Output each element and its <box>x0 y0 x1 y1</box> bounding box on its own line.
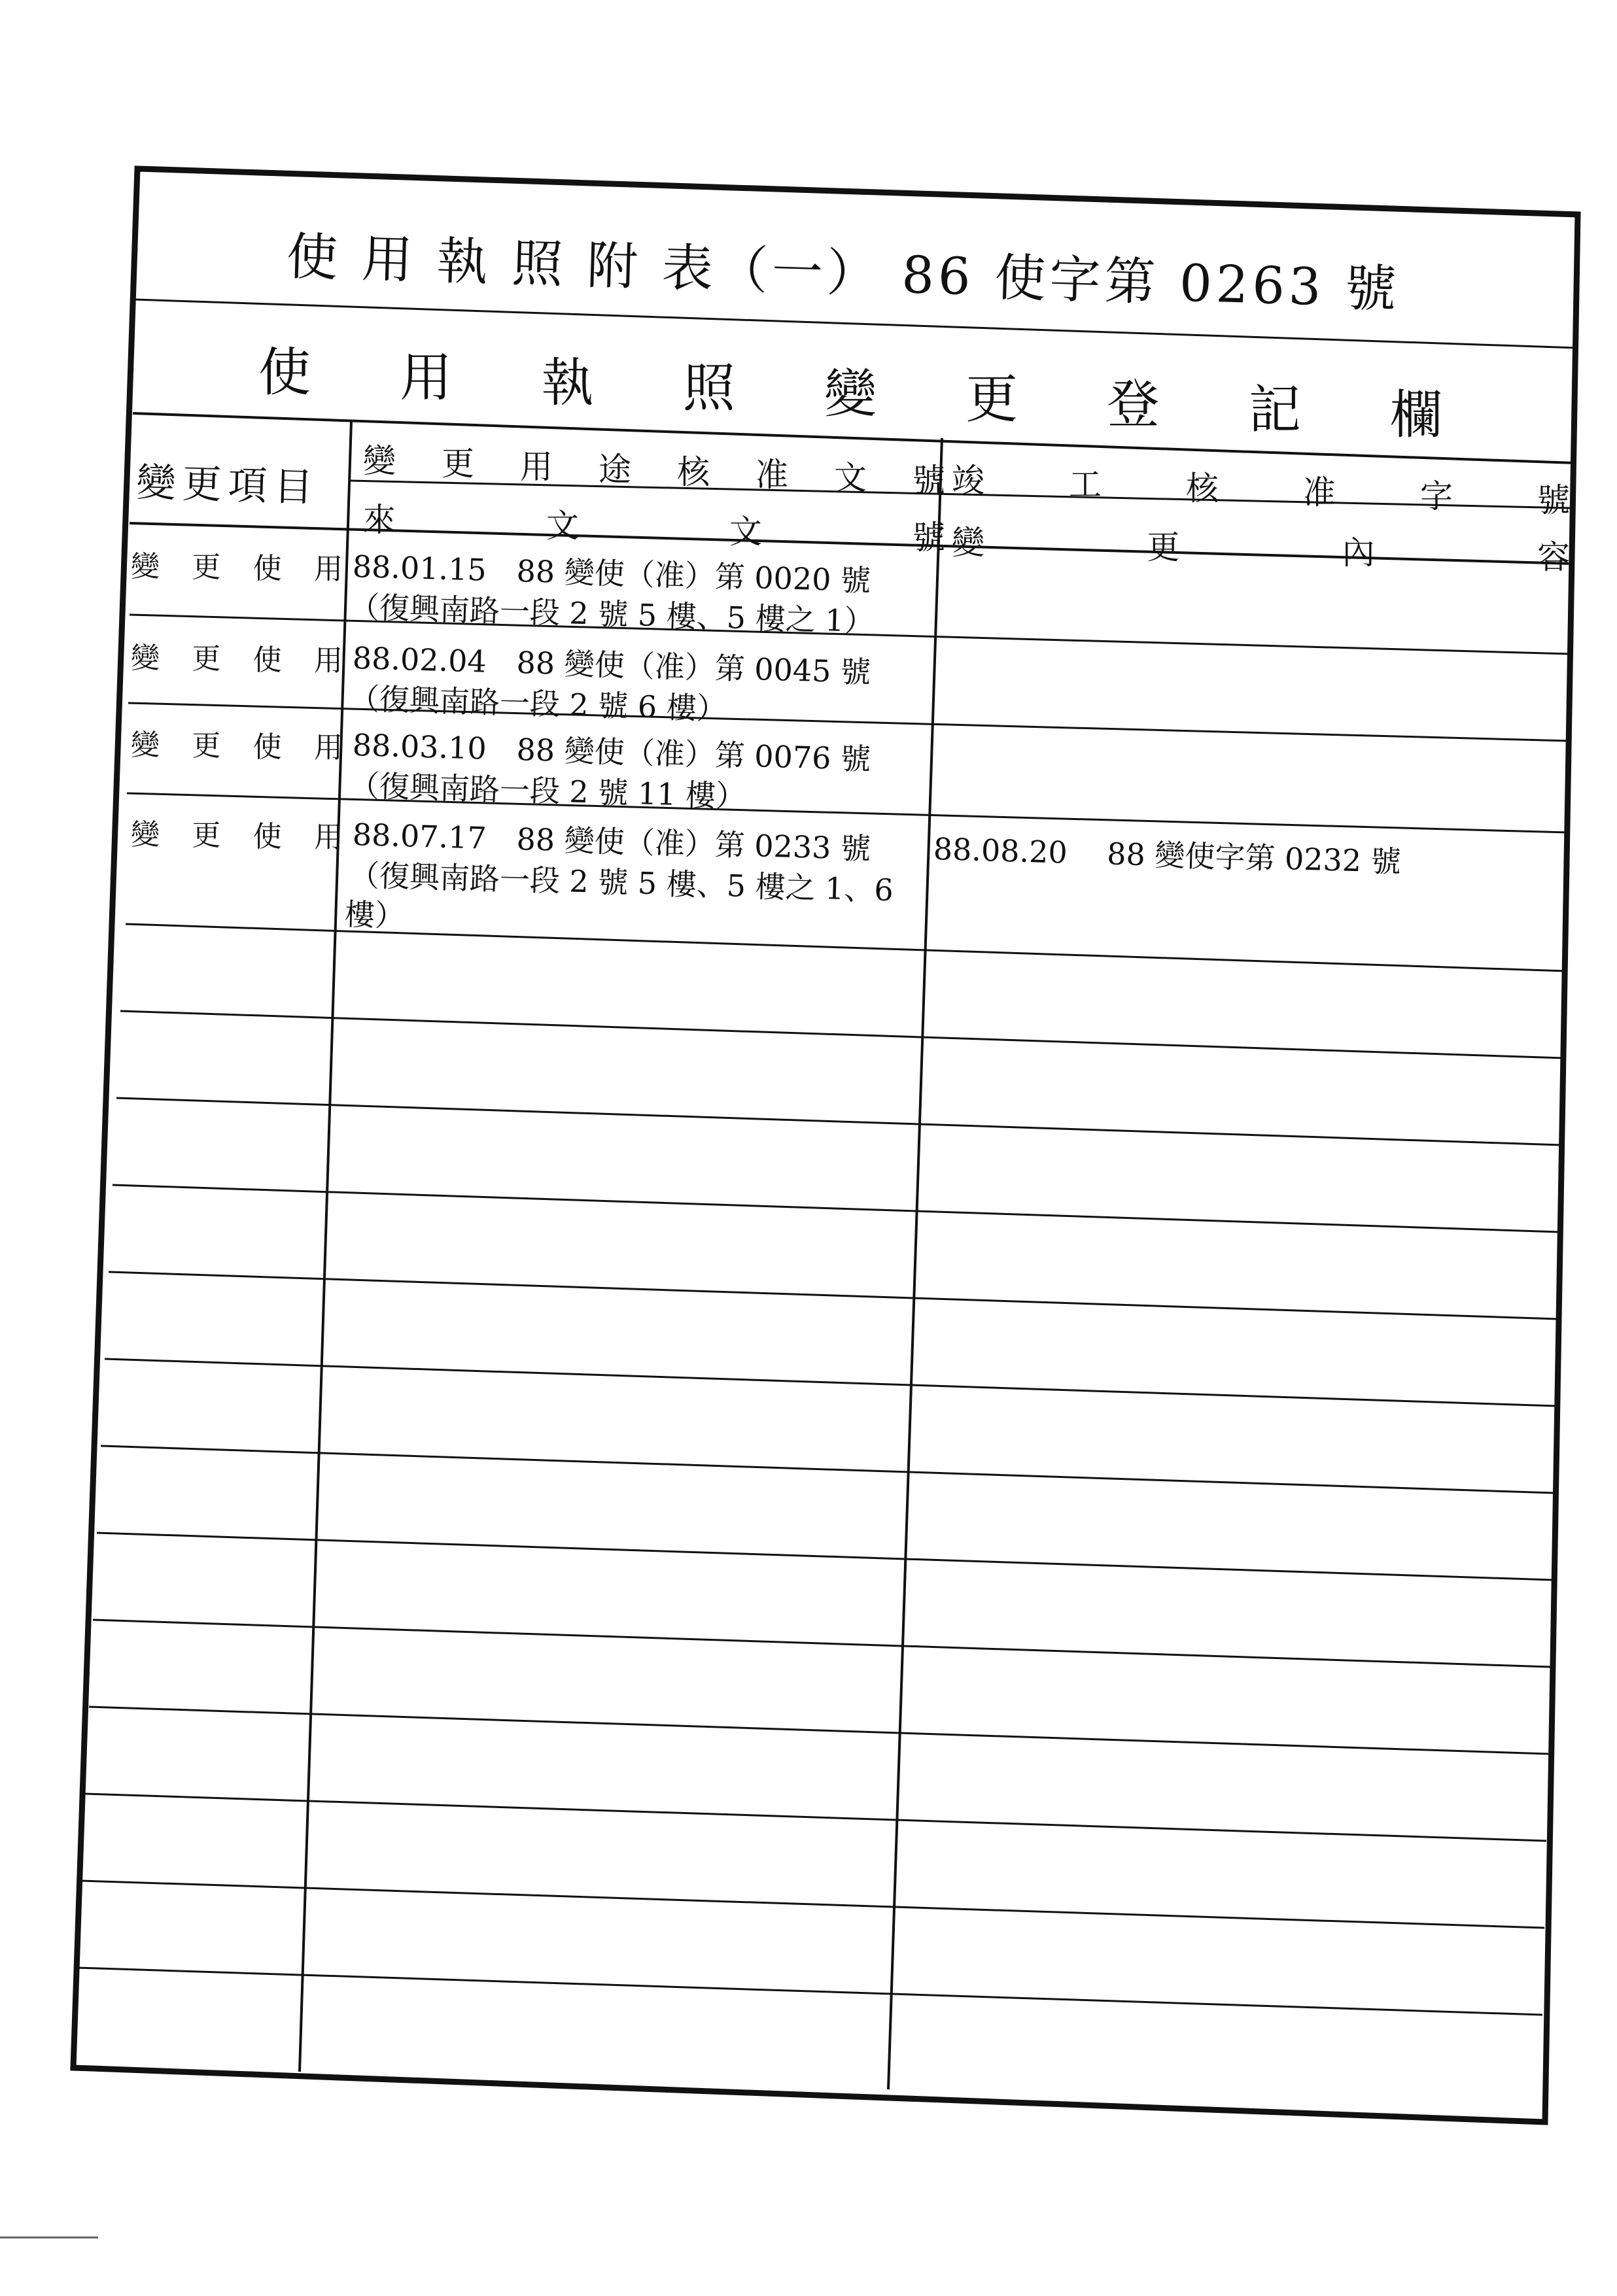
banner-char: 記 <box>1248 379 1301 440</box>
header-doc-char: 文 <box>546 507 579 545</box>
banner-char: 照 <box>682 358 735 419</box>
header-approval-char: 准 <box>756 456 788 494</box>
row-line <box>116 1098 1562 1145</box>
row-address-line: （復興南路一段 2 號 11 樓） <box>349 767 746 814</box>
header-approval-char: 途 <box>599 450 631 488</box>
row-item-char: 用 <box>314 731 343 764</box>
banner-char: 變 <box>824 363 877 424</box>
row-line <box>77 1968 1542 2015</box>
row-item-char: 使 <box>252 551 282 585</box>
row-item-char: 使 <box>252 730 282 764</box>
header-item-label: 變更項目 <box>135 459 321 511</box>
row-item-char: 更 <box>192 551 221 585</box>
header-approval-char: 變 <box>363 442 396 480</box>
header-content-char: 容 <box>1537 538 1570 576</box>
banner-char: 執 <box>541 352 594 414</box>
row-approval-line: 88.02.04 88 變使（准）第 0045 號 <box>352 640 871 691</box>
page-title: 使 用 執 照 附 表（一） 86 使字第 0263 號 <box>285 227 1401 320</box>
header-approval-char: 用 <box>520 447 553 486</box>
row-approval-line: 88.01.15 88 變使（准）第 0020 號 <box>352 548 871 599</box>
row-approval-line: 88.03.10 88 變使（准）第 0076 號 <box>352 727 871 778</box>
header-approval-char: 文 <box>834 458 867 497</box>
banner-char: 登 <box>1107 373 1160 435</box>
header-doc-char: 號 <box>913 519 945 557</box>
row-item-char: 變 <box>131 550 160 583</box>
header-content-char: 變 <box>952 524 984 562</box>
header-completion-char: 字 <box>1420 477 1453 515</box>
row-item-char: 使 <box>252 819 282 853</box>
header-completion-char: 號 <box>1537 481 1570 519</box>
row-item-char: 變 <box>131 642 160 675</box>
row-address-cont: 樓） <box>344 896 406 934</box>
header-content-char: 更 <box>1147 528 1180 567</box>
row-item-char: 用 <box>314 821 343 854</box>
row-line <box>113 1185 1560 1232</box>
header-doc-char: 文 <box>729 513 762 551</box>
header-completion-char: 竣 <box>952 462 984 500</box>
row-address-line: （復興南路一段 2 號 6 樓） <box>349 680 727 727</box>
header-doc-char: 來 <box>363 501 396 539</box>
row-line <box>85 1794 1546 1841</box>
header-completion-char: 工 <box>1069 466 1102 504</box>
row-line <box>89 1707 1548 1754</box>
banner-char: 欄 <box>1390 385 1442 445</box>
scan-mark <box>0 2236 98 2238</box>
row-completion: 88.08.20 88 變使字第 0232 號 <box>933 831 1402 880</box>
row-item-char: 變 <box>131 728 160 762</box>
row-line <box>120 1011 1564 1058</box>
row-line <box>81 1881 1544 1928</box>
row-item-char: 用 <box>314 553 343 586</box>
banner-char: 用 <box>400 347 453 409</box>
banner-char: 更 <box>965 368 1018 430</box>
row-approval-line: 88.07.17 88 變使（准）第 0233 號 <box>352 816 871 867</box>
header-content-char: 內 <box>1342 533 1375 572</box>
row-item-char: 用 <box>314 644 343 677</box>
header-completion-char: 核 <box>1186 470 1219 507</box>
row-address-line: （復興南路一段 2 號 5 樓、5 樓之 1、6 <box>349 857 894 908</box>
row-item-char: 更 <box>192 642 221 676</box>
header-completion-char: 准 <box>1303 473 1336 511</box>
header-approval-char: 號 <box>913 462 945 500</box>
header-approval-char: 核 <box>677 453 710 492</box>
header-approval-char: 更 <box>442 445 474 483</box>
row-item-char: 變 <box>131 818 160 851</box>
banner-char: 使 <box>258 342 311 403</box>
row-item-char: 使 <box>252 643 282 677</box>
row-address-line: （復興南路一段 2 號 5 樓、5 樓之 1） <box>349 589 875 640</box>
row-item-char: 更 <box>192 729 221 763</box>
row-item-char: 更 <box>192 819 221 853</box>
row-line <box>109 1272 1558 1319</box>
row-line <box>126 924 1567 971</box>
col-divider-2 <box>888 438 942 2089</box>
